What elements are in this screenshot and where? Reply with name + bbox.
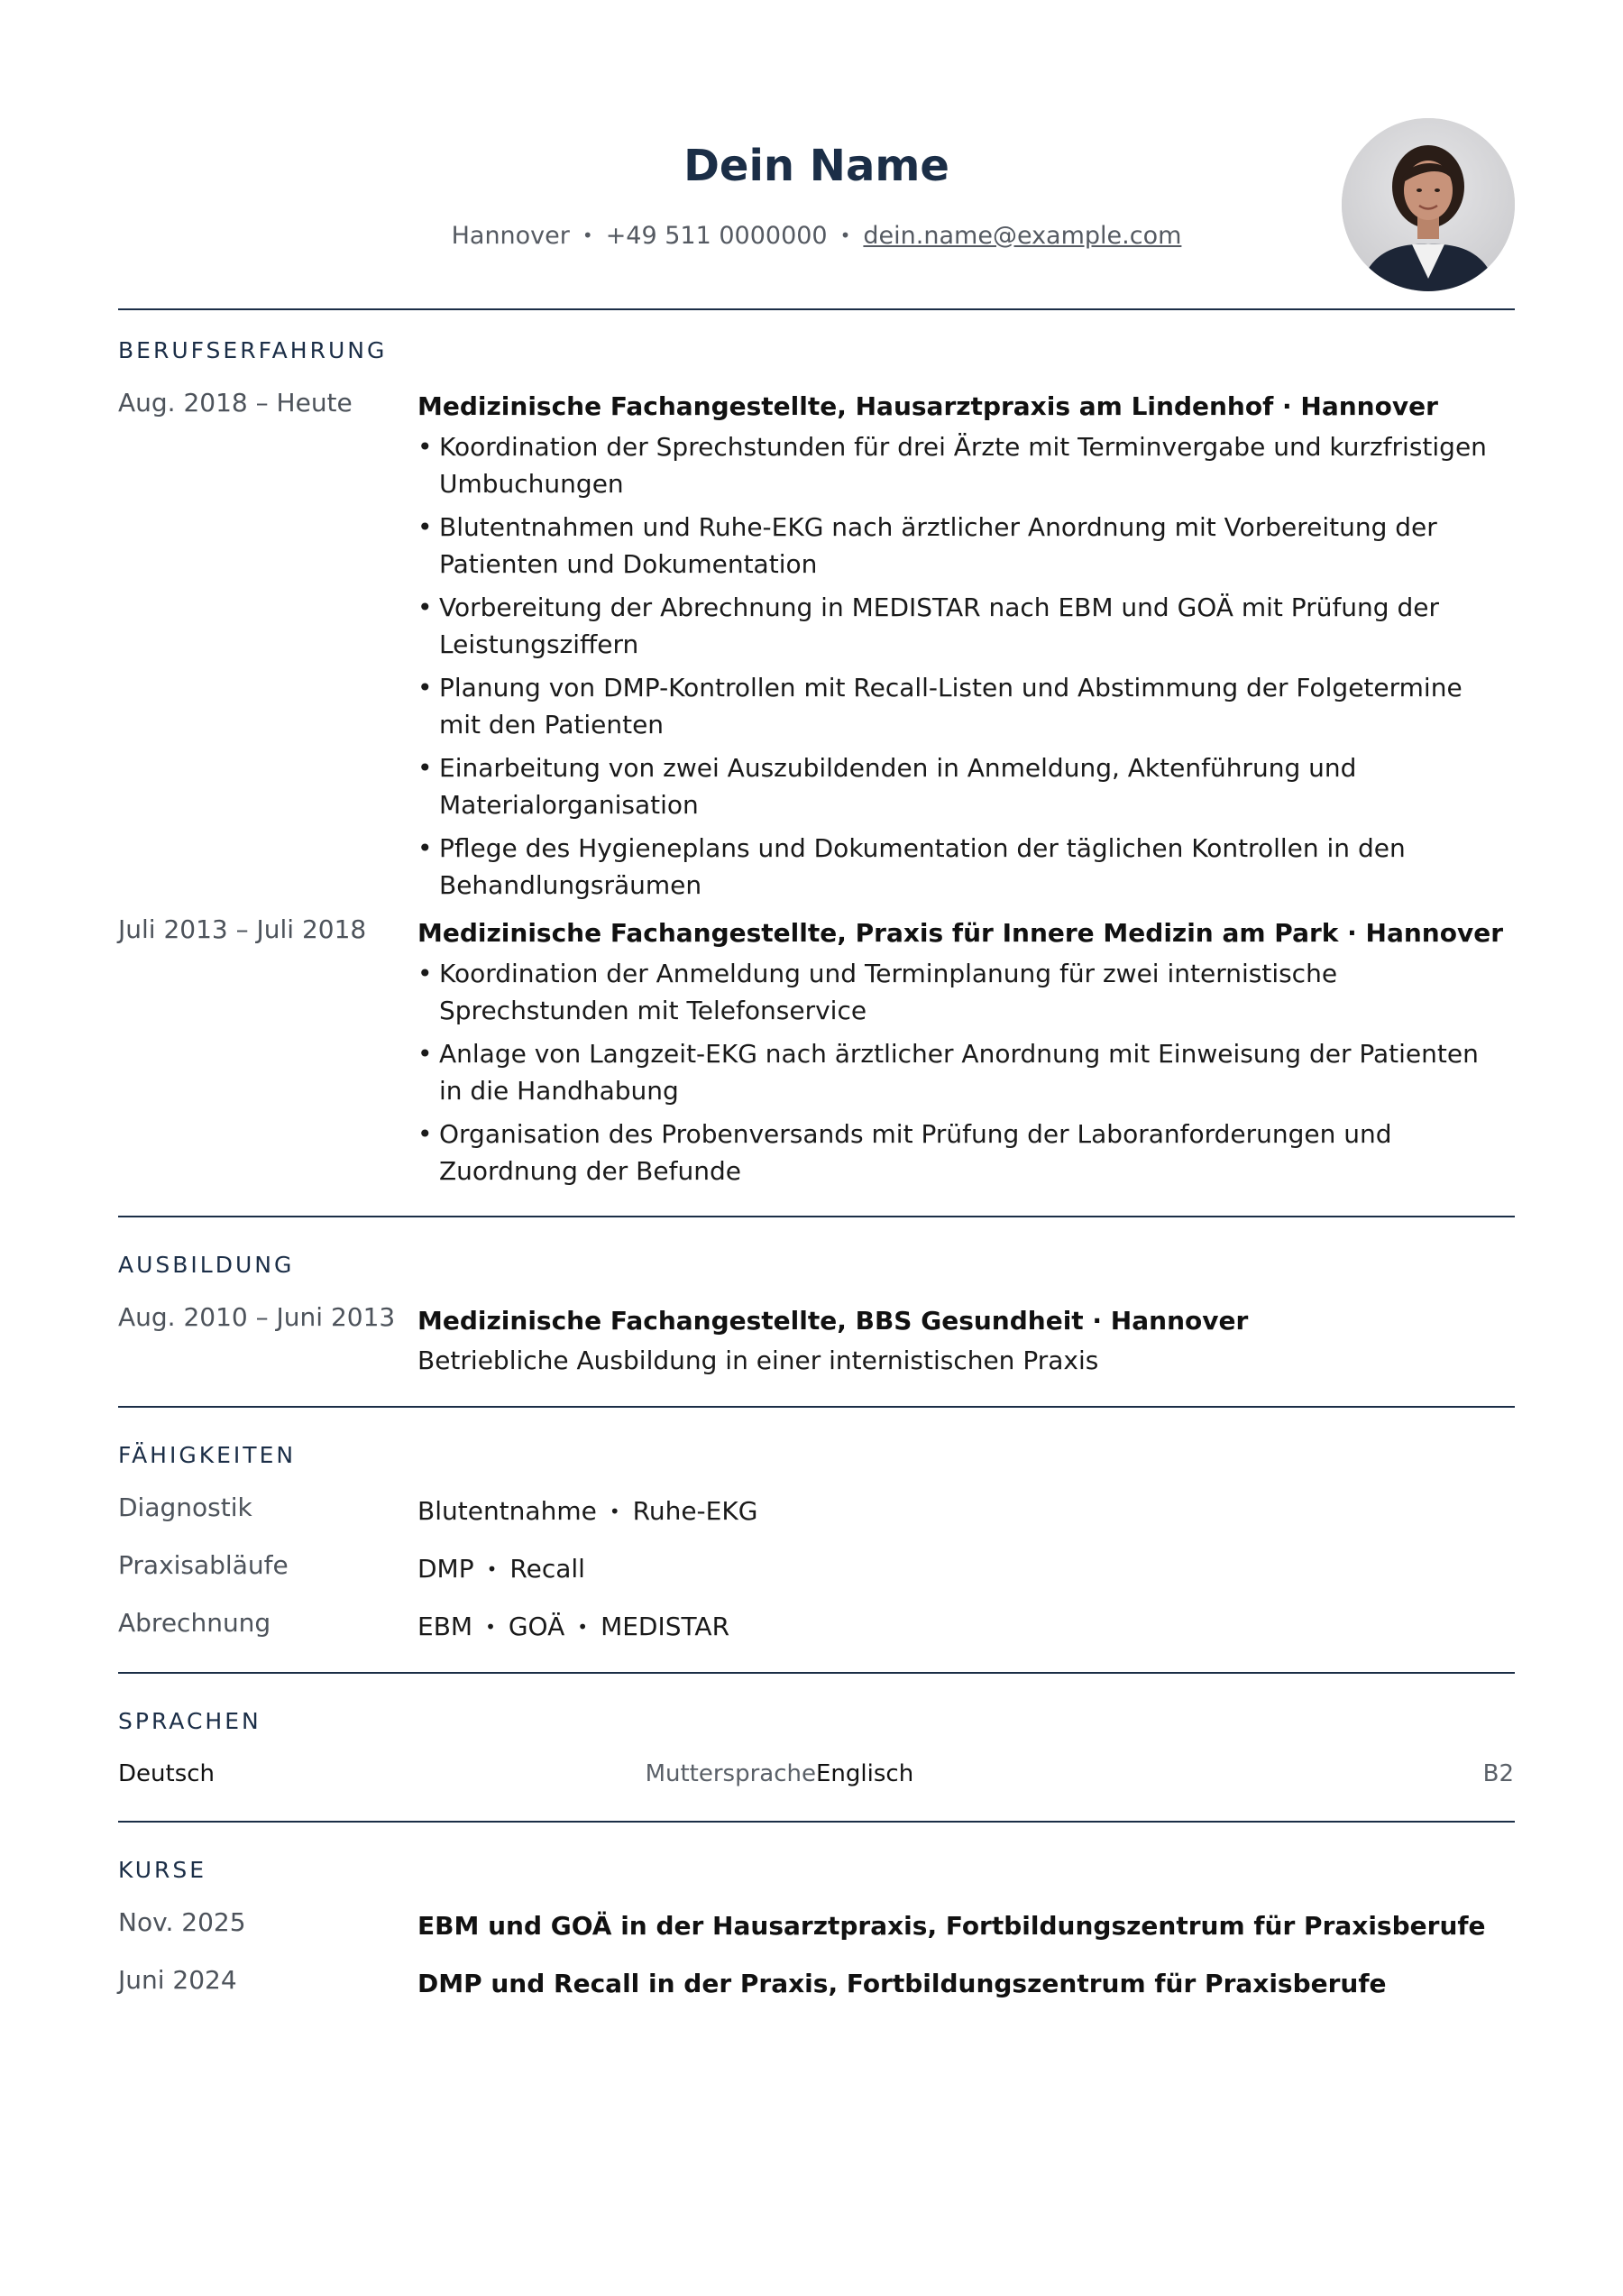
skill-items [417, 1609, 729, 1647]
divider [118, 1821, 1515, 1823]
skill-category: Praxisabläufe [118, 1550, 289, 1580]
skill-separator: • [486, 1558, 498, 1580]
section-title: BERUFSERFAHRUNG [118, 337, 388, 363]
contact-line [118, 224, 1515, 248]
course-entry [118, 1905, 1515, 1962]
skill-items [417, 1551, 585, 1589]
skill-separator: • [577, 1616, 589, 1638]
section-skills [118, 1444, 1515, 1656]
skill-row [118, 1490, 1515, 1548]
resume-header [118, 0, 1515, 308]
resume-page [118, 0, 1515, 2020]
job-bullet: • Organisation des Probenversands mit Prüfung der Laboranforderungen und Zuordnung der Befunde [417, 1116, 1515, 1189]
education-date: Aug. 2010 – Juni 2013 [118, 1302, 396, 1332]
job-title: Medizinische Fachangestellte, Praxis für Innere Medizin am Park · Hannover [417, 918, 1504, 948]
job-bullet: • Pflege des Hygieneplans und Dokumentation der täglichen Kontrollen in den Behandlungsräumen [417, 830, 1515, 904]
course-entry [118, 1962, 1515, 2020]
section-title: FÄHIGKEITEN [118, 1442, 297, 1468]
section-title: SPRACHEN [118, 1708, 261, 1734]
skill-separator: • [485, 1616, 496, 1638]
job-date: Juli 2013 – Juli 2018 [118, 914, 367, 944]
skill-item: GOÄ [508, 1612, 565, 1641]
skill-item: EBM [417, 1612, 473, 1641]
job-bullet: • Koordination der Anmeldung und Terminplanung für zwei internistische Sprechstunden mit Telefonservice [417, 955, 1515, 1029]
job-entry [118, 385, 1515, 910]
job-date: Aug. 2018 – Heute [118, 388, 353, 418]
section-experience [118, 339, 1515, 1196]
education-description: Betriebliche Ausbildung in einer internistischen Praxis [417, 1345, 1099, 1375]
skill-item: MEDISTAR [601, 1612, 730, 1641]
section-title: AUSBILDUNG [118, 1252, 295, 1278]
profile-photo-image [1342, 118, 1515, 291]
contact-separator: • [839, 225, 851, 246]
divider [118, 308, 1515, 310]
language-item [118, 1756, 816, 1792]
skill-items [417, 1493, 757, 1531]
job-title: Medizinische Fachangestellte, Hausarztpraxis am Lindenhof · Hannover [417, 391, 1438, 421]
language-name: Deutsch [118, 1760, 215, 1787]
section-education [118, 1254, 1515, 1379]
course-title: DMP und Recall in der Praxis, Fortbildungszentrum für Praxisberufe [417, 1969, 1387, 1998]
skill-item: Ruhe-EKG [632, 1496, 758, 1526]
section-courses [118, 1859, 1515, 2020]
course-title: EBM und GOÄ in der Hausarztpraxis, Fortbildungszentrum für Praxisberufe [417, 1911, 1486, 1941]
skill-row [118, 1548, 1515, 1605]
skill-category: Diagnostik [118, 1492, 252, 1522]
divider [118, 1406, 1515, 1408]
job-bullets [417, 428, 1515, 904]
job-bullet: • Planung von DMP-Kontrollen mit Recall-Listen und Abstimmung der Folgetermine mit den Patienten [417, 669, 1515, 743]
course-date: Juni 2024 [118, 1965, 237, 1995]
skill-category: Abrechnung [118, 1608, 271, 1638]
skill-separator: • [609, 1501, 620, 1522]
job-bullet: • Vorbereitung der Abrechnung in MEDISTAR nach EBM und GOÄ mit Prüfung der Leistungsziffern [417, 589, 1515, 663]
contact-email-link[interactable]: dein.name@example.com [863, 222, 1182, 250]
skill-item: DMP [417, 1554, 474, 1584]
job-bullet: • Koordination der Sprechstunden für drei Ärzte mit Terminvergabe und kurzfristigen Umbuchungen [417, 428, 1515, 502]
job-bullet: • Einarbeitung von zwei Auszubildenden in Anmeldung, Aktenführung und Materialorganisation [417, 749, 1515, 823]
job-bullets [417, 955, 1515, 1189]
language-level: B2 [1482, 1760, 1514, 1787]
job-entry [118, 912, 1515, 1196]
job-bullet: • Blutentnahmen und Ruhe-EKG nach ärztlicher Anordnung mit Vorbereitung der Patienten und Dokumentation [417, 509, 1515, 583]
contact-city: Hannover [451, 222, 570, 250]
profile-photo [1342, 118, 1515, 291]
languages-row [118, 1756, 1515, 1792]
course-date: Nov. 2025 [118, 1907, 246, 1937]
education-entry [118, 1300, 1515, 1379]
language-level: Muttersprache [645, 1760, 816, 1787]
language-name: Englisch [816, 1760, 914, 1787]
contact-separator: • [582, 225, 593, 246]
skill-item: Recall [509, 1554, 585, 1584]
skill-row [118, 1605, 1515, 1656]
section-languages [118, 1710, 1515, 1792]
language-item [816, 1756, 1514, 1792]
section-title: KURSE [118, 1857, 207, 1883]
contact-phone: +49 511 0000000 [605, 222, 828, 250]
skill-item: Blutentnahme [417, 1496, 597, 1526]
person-name: Dein Name [683, 141, 949, 191]
divider [118, 1672, 1515, 1674]
divider [118, 1216, 1515, 1217]
education-title: Medizinische Fachangestellte, BBS Gesundheit · Hannover [417, 1306, 1249, 1336]
job-bullet: • Anlage von Langzeit-EKG nach ärztlicher Anordnung mit Einweisung der Patienten in die Handhabung [417, 1035, 1515, 1109]
